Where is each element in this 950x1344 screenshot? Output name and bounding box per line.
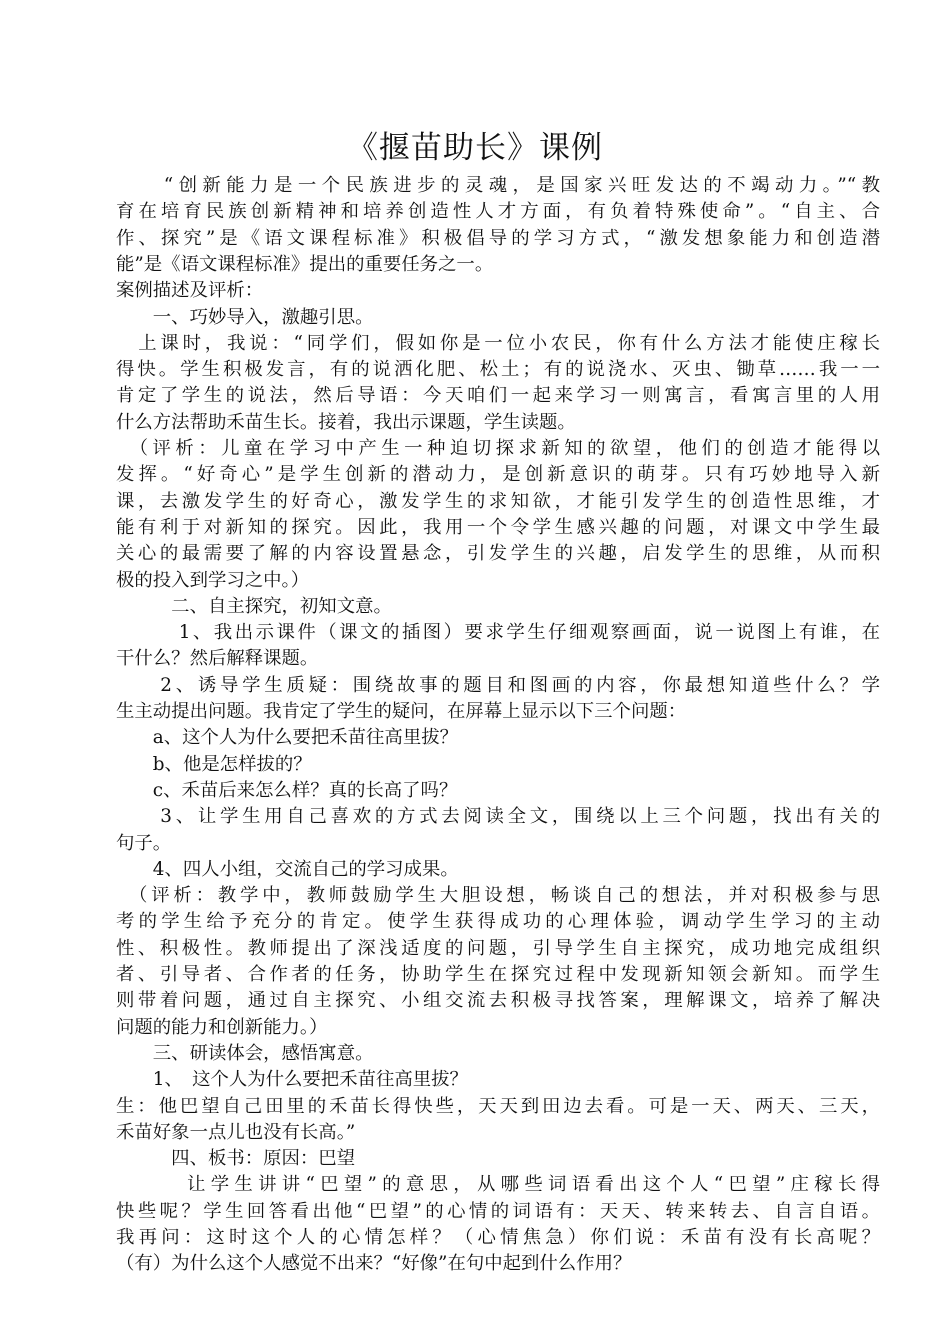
text-line: （有）为什么这个人感觉不出来？“好像”在句中起到什么作用？ [116,1253,632,1275]
text-line: 者、引导者、合作者的任务，协助学生在探究过程中发现新知领会新知。而学生 [116,964,880,985]
text-line: c、禾苗后来怎么样？真的长高了吗？ [116,779,458,801]
text-line: 作、探究”是《语文课程标准》积极倡导的学习方式，“激发想象能力和创造潜 [116,227,880,249]
document-title: 《揠苗助长》课例 [347,130,603,166]
text-line: 问题的能力和创新能力。） [116,1016,328,1038]
text-line: 案例描述及评析： [116,280,264,302]
text-line: 二、自主探究，初知文意。 [116,595,392,617]
text-line: 三、研读体会，感悟寓意。 [116,1042,374,1064]
text-line: 4、四人小组，交流自己的学习成果。 [116,858,459,880]
text-line: 发挥。“好奇心”是学生创新的潜动力，是创新意识的萌芽。只有巧妙地导入新 [116,464,880,486]
text-line: 让学生讲讲“巴望”的意思，从哪些词语看出这个人“巴望”庄稼长得 [116,1174,880,1196]
text-line: a、这个人为什么要把禾苗往高里拔？ [116,727,458,749]
text-line: 句子。 [116,832,172,854]
text-line: 生：他巴望自己田里的禾苗长得快些，天天到田边去看。可是一天、两天、三天， [116,1095,880,1117]
text-line: （评析：教学中，教师鼓励学生大胆设想，畅谈自己的想法，并对积极参与思 [116,885,880,907]
text-line: （评析：儿童在学习中产生一种迫切探求新知的欲望，他们的创造才能得以 [116,438,880,459]
text-line: 育在培育民族创新精神和培养创造性人才方面，有负着特殊使命”。“自主、合 [116,201,880,223]
text-line: 上课时，我说：“同学们，假如你是一位小农民，你有什么方法才能使庄稼长 [116,332,880,354]
text-line: 一、巧妙导入，激趣引思。 [116,306,374,328]
text-line: 考的学生给予充分的肯定。使学生获得成功的心理体验，调动学生学习的主动 [116,911,880,933]
text-line: 四、板书：原因：巴望 [116,1148,356,1170]
text-line: “创新能力是一个民族进步的灵魂，是国家兴旺发达的不竭动力。”“教 [116,175,880,196]
text-line: 肯定了学生的说法，然后导语：今天咱们一起来学习一则寓言，看寓言里的人用 [116,385,880,407]
text-line: 1、我出示课件（课文的插图）要求学生仔细观察画面，说一说图上有谁，在 [116,622,880,644]
text-line: 则带着问题，通过自主探究、小组交流去积极寻找答案，理解课文，培养了解决 [116,990,880,1012]
text-line: 1、 这个人为什么要把禾苗往高里拔？ [116,1069,468,1091]
text-line: 能有利于对新知的探究。因此，我用一个令学生感兴趣的问题，对课文中学生最 [116,516,880,538]
text-line: 性、积极性。教师提出了深浅适度的问题，引导学生自主探究，成功地完成组织 [116,937,880,959]
text-line: 能”是《语文课程标准》提出的重要任务之一。 [116,253,494,275]
text-line: 2、诱导学生质疑：围绕故事的题目和图画的内容，你最想知道些什么？学 [116,674,880,696]
text-line: 生主动提出问题。我肯定了学生的疑问，在屏幕上显示以下三个问题： [116,701,687,722]
text-line: b、他是怎样拔的？ [116,753,312,775]
text-line: 干什么？然后解释课题。 [116,648,319,670]
text-line: 禾苗好象一点儿也没有长高。” [116,1121,356,1143]
text-line: 得快。学生积极发言，有的说洒化肥、松土；有的说浇水、灭虫、锄草……我一一 [116,359,880,381]
text-line: 极的投入到学习之中。） [116,569,310,591]
text-line: 快些呢？学生回答看出他“巴望”的心情的词语有：天天、转来转去、自言自语。 [116,1200,880,1222]
text-line: 3、让学生用自己喜欢的方式去阅读全文，围绕以上三个问题，找出有关的 [116,806,880,828]
text-line: 什么方法帮助禾苗生长。接着，我出示课题，学生读题。 [116,411,576,433]
text-line: 关心的最需要了解的内容设置悬念，引发学生的兴趣，启发学生的思维，从而积 [116,543,880,565]
text-line: 我再问：这时这个人的心情怎样？（心情焦急）你们说：禾苗有没有长高呢？ [116,1227,880,1248]
text-line: 课，去激发学生的好奇心，激发学生的求知欲，才能引发学生的创造性思维，才 [116,490,880,512]
